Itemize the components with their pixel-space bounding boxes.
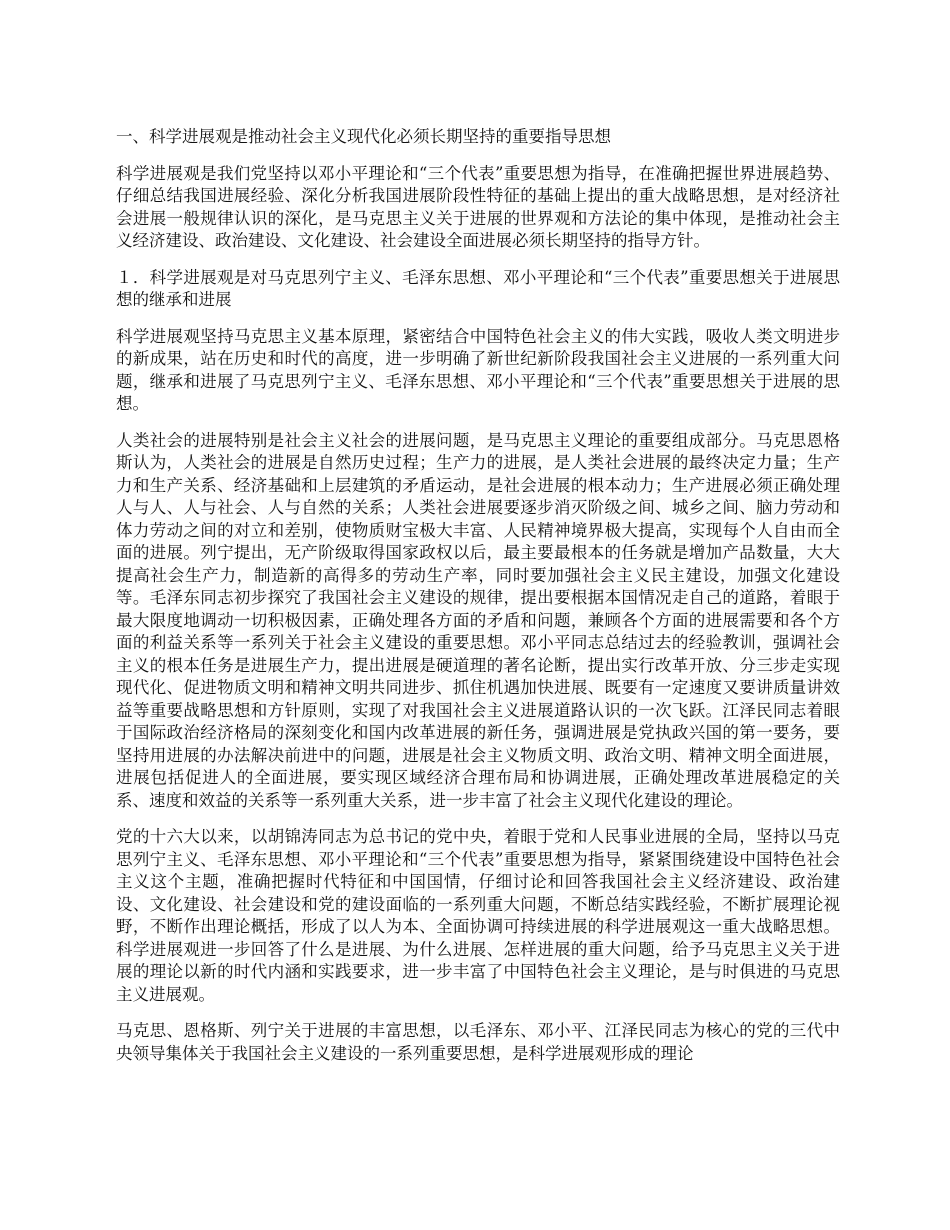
section-heading: 一、科学进展观是推动社会主义现代化必须长期坚持的重要指导思想 xyxy=(116,127,611,146)
paragraph: 科学进展观是我们党坚持以邓小平理论和“三个代表”重要思想为指导，在准确把握世界进展趋势、仔细总结我国进展经验、深化分析我国进展阶段性特征的基础上提出的重大战略思想，是对经济社会进展一般规律认识的深化，是马克思主义关于进展的世界观和方法论的集中体现，是推动社会主义经济建设、政治建设、文化建设、社会建设全面进展必须长期坚持的指导方针。 xyxy=(116,163,840,250)
document-body xyxy=(116,126,840,1079)
paragraph: 科学进展观坚持马克思主义基本原理，紧密结合中国特色社会主义的伟大实践，吸收人类文明进步的新成果，站在历史和时代的高度，进一步明确了新世纪新阶段我国社会主义进展的一系列重大问题，继承和进展了马克思列宁主义、毛泽东思想、邓小平理论和“三个代表”重要思想关于进展的思想。 xyxy=(116,326,840,413)
subsection-heading: １．科学进展观是对马克思列宁主义、毛泽东思想、邓小平理论和“三个代表”重要思想关于进展思想的继承和进展 xyxy=(116,267,840,309)
paragraph: 人类社会的进展特别是社会主义社会的进展问题，是马克思主义理论的重要组成部分。马克思恩格斯认为，人类社会的进展是自然历史过程；生产力的进展，是人类社会进展的最终决定力量；生产力和生产关系、经济基础和上层建筑的矛盾运动，是社会进展的根本动力；生产进展必须正确处理人与人、人与社会、人与自然的关系；人类社会进展要逐步消灭阶级之间、城乡之间、脑力劳动和体力劳动之间的对立和差别，使物质财宝极大丰富、人民精神境界极大提高，实现每个人自由而全面的进展。列宁提出，无产阶级取得国家政权以后，最主要最根本的任务就是增加产品数量，大大提高社会生产力，制造新的高得多的劳动生产率，同时要加强社会主义民主建设，加强文化建设等。毛泽东同志初步探究了我国社会主义建设的规律，提出要根据本国情况走自己的道路，着眼于最大限度地调动一切积极因素，正确处理各方面的矛盾和问题，兼顾各个方面的进展需要和各个方面的利益关系等一系列关于社会主义建设的重要思想。邓小平同志总结过去的经验教训，强调社会主义的根本任务是进展生产力，提出进展是硬道理的著名论断，提出实行改革开放、分三步走实现现代化、促进物质文明和精神文明共同进步、抓住机遇加快进展、既要有一定速度又要讲质量讲效益等重要战略思想和方针原则，实现了对我国社会主义进展道路认识的一次飞跃。江泽民同志着眼于国际政治经济格局的深刻变化和国内改革进展的新任务，强调进展是党执政兴国的第一要务，要坚持用进展的办法解决前进中的问题，进展是社会主义物质文明、政治文明、精神文明全面进展，进展包括促进人的全面进展，要实现区域经济合理布局和协调进展，正确处理改革进展稳定的关系、速度和效益的关系等一系列重大关系，进一步丰富了社会主义现代化建设的理论。 xyxy=(116,430,840,810)
paragraph: 党的十六大以来，以胡锦涛同志为总书记的党中央，着眼于党和人民事业进展的全局，坚持以马克思列宁主义、毛泽东思想、邓小平理论和“三个代表”重要思想为指导，紧紧围绕建设中国特色社会主义这个主题，准确把握时代特征和中国国情，仔细讨论和回答我国社会主义经济建设、政治建设、文化建设、社会建设和党的建设面临的一系列重大问题，不断总结实践经验，不断扩展理论视野，不断作出理论概括，形成了以人为本、全面协调可持续进展的科学进展观这一重大战略思想。科学进展观进一步回答了什么是进展、为什么进展、怎样进展的重大问题，给予马克思主义关于进展的理论以新的时代内涵和实践要求，进一步丰富了中国特色社会主义理论，是与时俱进的马克思主义进展观。 xyxy=(116,827,840,1004)
paragraph: 马克思、恩格斯、列宁关于进展的丰富思想，以毛泽东、邓小平、江泽民同志为核心的党的三代中央领导集体关于我国社会主义建设的一系列重要思想，是科学进展观形成的理论 xyxy=(116,1021,840,1063)
